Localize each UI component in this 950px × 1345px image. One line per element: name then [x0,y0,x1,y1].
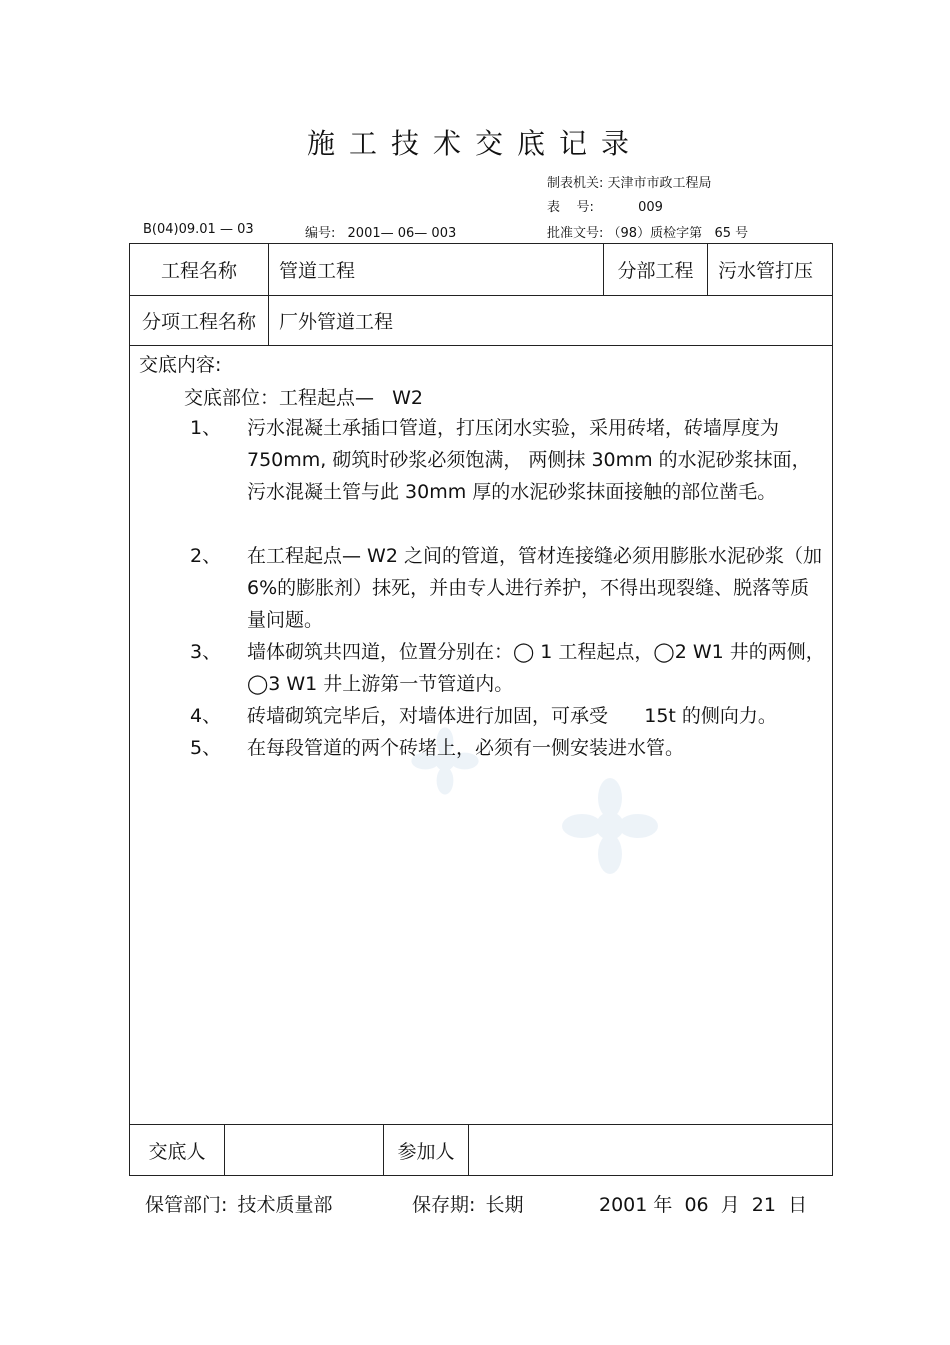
list-item [190,700,830,732]
custody-dept-label: 保管部门: [145,1194,228,1216]
form-code: B(04)09.01 — 03 [143,222,254,237]
participant-label: 参加人 [384,1125,469,1176]
list-item [190,412,830,542]
sub-project-label: 分项工程名称 [130,296,269,346]
sub-project-value: 厂外管道工程 [269,296,833,346]
item-number: 2、 [190,545,222,567]
record-date: 2001 年 06 月 21 日 [599,1194,808,1216]
list-item [190,636,830,700]
item-text: 墙体砌筑共四道，位置分别在：◯ 1 工程起点，◯2 W1 井的两侧，◯3 W1 井上游第一节管道内。 [247,641,825,695]
project-name-label: 工程名称 [130,244,269,296]
serial-value: 2001— 06— 003 [347,226,457,241]
retention-period-value: 长期 [485,1194,524,1216]
retention-period-label: 保存期: [412,1194,476,1216]
item-text: 在工程起点— W2 之间的管道，管材连接缝必须用膨胀水泥砂浆（加 6%的膨胀剂）抹死，并由专人进行养护，不得出现裂缝、脱落等质量问题。 [247,545,822,631]
serial-line [305,222,456,241]
issuer-line [547,172,712,191]
disclosure-location: 交底部位：工程起点— W2 [184,387,423,409]
item-text: 污水混凝土承插口管道，打压闭水实验，采用砖堵，砖墙厚度为 750mm, 砌筑时砂浆必须饱满， 两侧抹 30mm 的水泥砂浆抹面，污水混凝土管与此 30mm 厚的水泥砂浆抹面接触的部位凿毛。 [247,417,811,503]
watermark-flower-icon [560,776,660,876]
list-item [190,732,830,764]
content-label: 交底内容: [139,354,222,376]
form-number-line [547,196,663,215]
issuer-label: 制表机关: [547,176,604,191]
item-text: 在每段管道的两个砖堵上，必须有一侧安装进水管。 [247,737,685,759]
disclosure-record-table [129,243,833,1176]
form-number-value: 009 [638,200,663,215]
serial-label: 编号: [305,226,336,241]
issuer-value: 天津市市政工程局 [607,176,712,191]
custody-dept-value: 技术质量部 [237,1194,333,1216]
disclosure-content-cell [130,346,833,1125]
item-number: 4、 [190,705,222,727]
approval-label: 批准文号: [547,226,604,241]
participant-field [469,1125,833,1176]
project-name-value: 管道工程 [269,244,604,296]
item-number: 1、 [190,417,222,439]
list-item [190,540,830,636]
item-number: 5、 [190,737,222,759]
approval-value: （98）质检字第 65 号 [607,226,749,241]
item-number: 3、 [190,641,222,663]
division-value: 污水管打压 [708,244,833,296]
presenter-field [225,1125,384,1176]
approval-line [547,222,748,241]
page-title: 施工技术交底记录 [306,127,643,160]
custody-dept [145,1190,332,1217]
retention-period [412,1190,523,1217]
item-text: 砖墙砌筑完毕后，对墙体进行加固，可承受 15t 的侧向力。 [247,705,777,727]
presenter-label: 交底人 [130,1125,225,1176]
form-number-label: 表 号: [547,200,594,215]
division-label: 分部工程 [604,244,708,296]
